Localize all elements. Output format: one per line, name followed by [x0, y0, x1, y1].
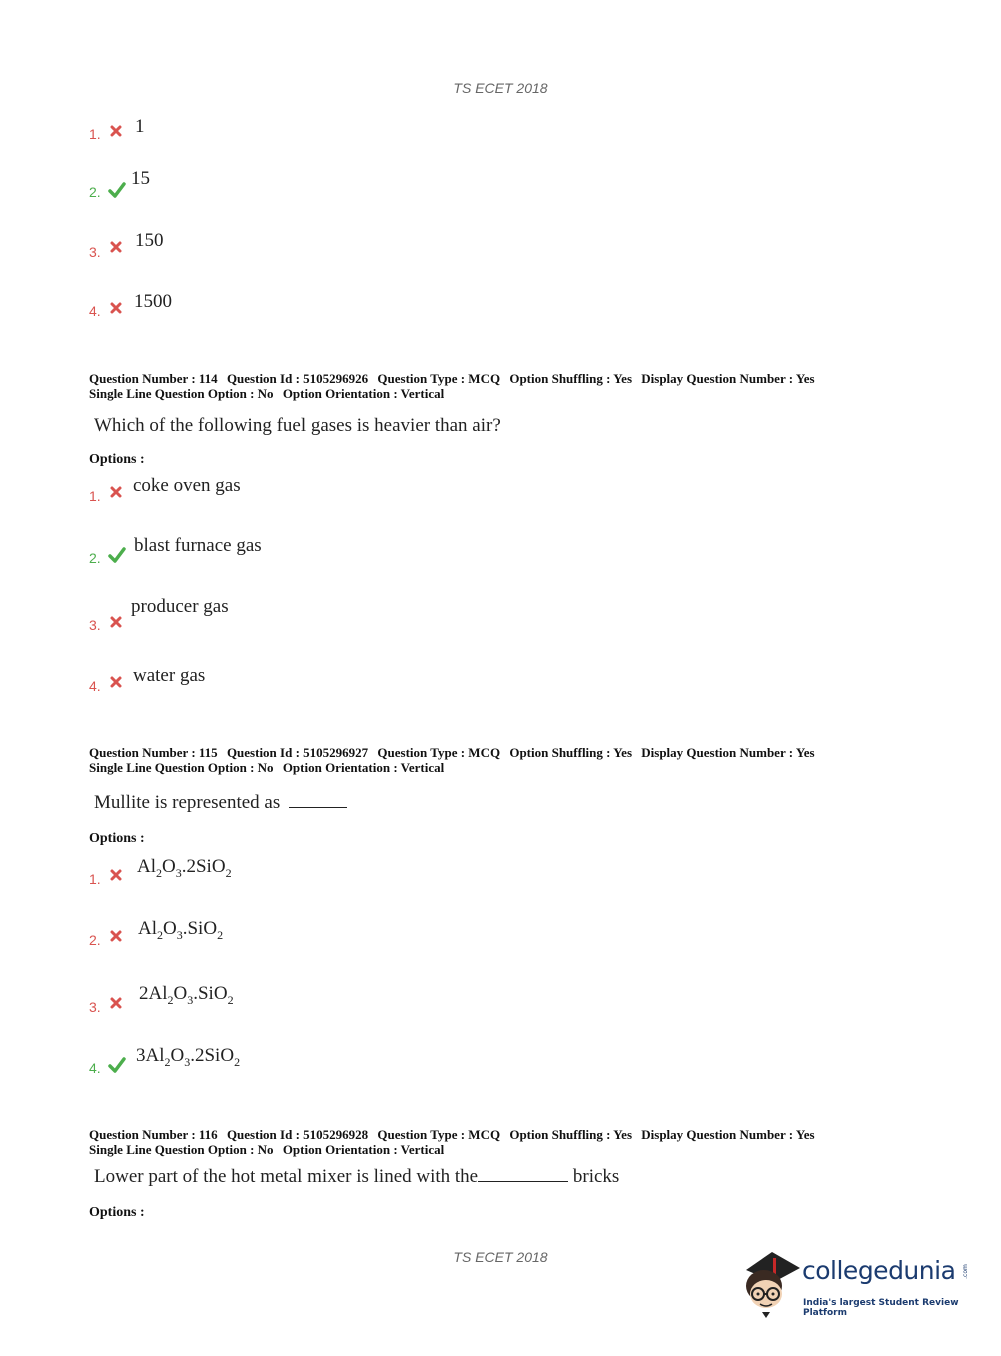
cross-icon [109, 615, 123, 629]
fill-blank [289, 793, 347, 808]
option-text: 15 [131, 168, 150, 189]
meta-option-shuffling: Option Shuffling : Yes [509, 745, 633, 760]
cross-icon [109, 485, 123, 499]
question-meta [89, 371, 909, 401]
meta-question-number: Question Number : 114 [89, 371, 218, 386]
option-number: 3. [89, 617, 101, 633]
meta-question-id: Question Id : 5105296928 [226, 1127, 369, 1142]
cross-icon [109, 240, 123, 254]
meta-display-number: Display Question Number : Yes [641, 745, 815, 760]
question-prompt: Lower part of the hot metal mixer is lined with the [94, 1166, 479, 1187]
option-number: 1. [89, 126, 101, 142]
meta-question-id: Question Id : 5105296927 [226, 745, 369, 760]
option-text: water gas [133, 665, 206, 686]
meta-single-line: Single Line Question Option : No [89, 386, 274, 401]
options-label: Options : [89, 1205, 145, 1220]
options-label: Options : [89, 831, 145, 846]
cross-icon [109, 301, 123, 315]
question-meta [89, 1127, 909, 1157]
meta-orientation: Option Orientation : Vertical [282, 1142, 445, 1157]
question-text: Which of the following fuel gases is heavier than air? [94, 415, 501, 436]
meta-question-number: Question Number : 116 [89, 1127, 218, 1142]
cross-icon [109, 124, 123, 138]
option-number: 4. [89, 303, 101, 319]
meta-question-number: Question Number : 115 [89, 745, 218, 760]
meta-single-line: Single Line Question Option : No [89, 1142, 274, 1157]
logo-brand-text: collegedunia [802, 1256, 956, 1285]
cross-icon [109, 929, 123, 943]
option-text: 150 [135, 230, 164, 251]
options-label: Options : [89, 452, 145, 467]
question-text [94, 792, 347, 814]
meta-orientation: Option Orientation : Vertical [282, 760, 445, 775]
option-number: 2. [89, 184, 101, 200]
meta-question-id: Question Id : 5105296926 [226, 371, 369, 386]
check-icon [108, 182, 126, 198]
check-icon [108, 547, 126, 563]
logo-tagline: India's largest Student Review Platform [803, 1298, 959, 1318]
option-formula: $2Al_2O_3.SiO_2$ [139, 983, 234, 1007]
option-number: 3. [89, 999, 101, 1015]
collegedunia-logo [740, 1248, 972, 1320]
check-icon [108, 1057, 126, 1073]
option-formula: $3Al_2O_3.2SiO_2$ [136, 1045, 241, 1069]
meta-question-type: Question Type : MCQ [377, 371, 501, 386]
option-number: 2. [89, 550, 101, 566]
fill-blank [478, 1167, 568, 1182]
cross-icon [109, 996, 123, 1010]
option-text: 1500 [134, 291, 172, 312]
meta-single-line: Single Line Question Option : No [89, 760, 274, 775]
meta-display-number: Display Question Number : Yes [641, 1127, 815, 1142]
option-number: 2. [89, 932, 101, 948]
page-header: TS ECET 2018 [453, 80, 548, 96]
logo-domain-suffix: .com [961, 1264, 969, 1279]
meta-display-number: Display Question Number : Yes [641, 371, 815, 386]
meta-question-type: Question Type : MCQ [377, 745, 501, 760]
option-number: 4. [89, 1060, 101, 1076]
option-number: 4. [89, 678, 101, 694]
option-number: 3. [89, 244, 101, 260]
option-text: producer gas [131, 596, 229, 617]
option-text: blast furnace gas [134, 535, 262, 556]
option-number: 1. [89, 871, 101, 887]
option-text: coke oven gas [133, 475, 241, 496]
option-formula: $Al_2O_3.SiO_2$ [138, 918, 224, 942]
cross-icon [109, 868, 123, 882]
meta-orientation: Option Orientation : Vertical [282, 386, 445, 401]
mascot-icon [740, 1248, 802, 1318]
meta-question-type: Question Type : MCQ [377, 1127, 501, 1142]
question-meta [89, 745, 909, 775]
cross-icon [109, 675, 123, 689]
question-text [94, 1166, 619, 1188]
option-number: 1. [89, 488, 101, 504]
question-prompt: Mullite is represented as [94, 792, 281, 813]
option-text: 1 [135, 116, 145, 137]
question-suffix: bricks [572, 1166, 620, 1187]
meta-option-shuffling: Option Shuffling : Yes [509, 1127, 633, 1142]
option-formula: $Al_2O_3.2SiO_2$ [137, 856, 232, 880]
meta-option-shuffling: Option Shuffling : Yes [509, 371, 633, 386]
page-footer: TS ECET 2018 [453, 1249, 548, 1265]
